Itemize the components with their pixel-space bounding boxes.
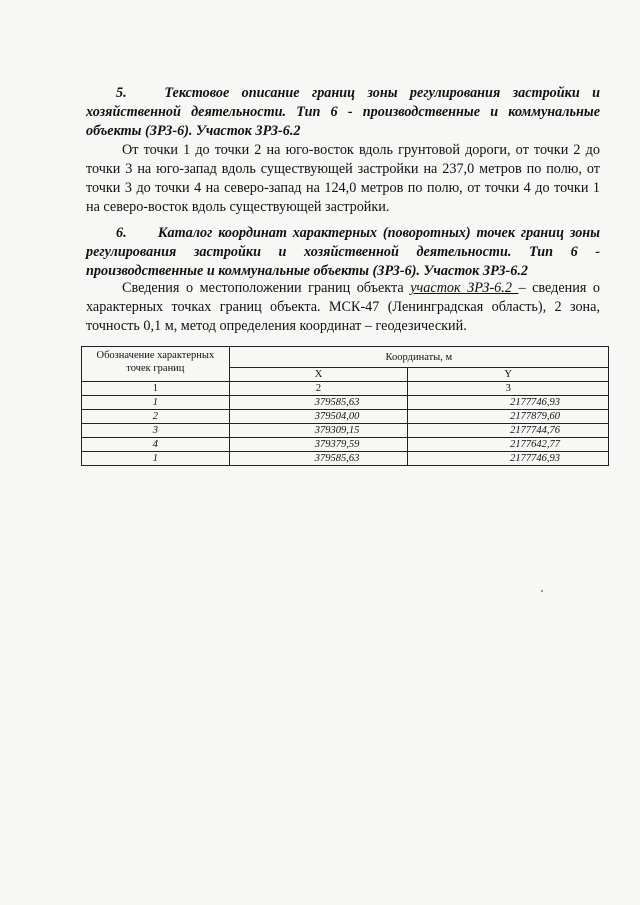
section-6-number: 6. <box>116 225 127 241</box>
x-value: 379379,59 <box>229 438 408 452</box>
x-header: X <box>229 368 408 382</box>
section-5-heading <box>86 84 600 141</box>
table-row <box>82 424 609 438</box>
section-5-title: Текстовое описание границ зоны регулирования застройки и хозяйственной деятельности. Тип 6 - производственные и коммунальные объекты (ЗРЗ-6). Участок ЗРЗ-6.2 <box>86 85 600 139</box>
x-value: 379585,63 <box>229 452 408 466</box>
table-row <box>82 410 609 424</box>
coordinates-table <box>81 346 609 466</box>
y-value: 2177879,60 <box>408 410 609 424</box>
y-value: 2177746,93 <box>408 452 609 466</box>
point-number: 2 <box>82 410 230 424</box>
y-value: 2177744,76 <box>408 424 609 438</box>
x-value: 379309,15 <box>229 424 408 438</box>
section-6-body-end: – сведения о характерных точках границ объекта. МСК-47 (Ленинградская область), 2 зона, точность 0,1 м, метод определения координат – геодезический. <box>86 280 600 334</box>
point-designation-header: Обозначение характерных точек границ <box>82 347 230 382</box>
column-index-row <box>82 382 609 396</box>
point-number: 4 <box>82 438 230 452</box>
x-value: 379504,00 <box>229 410 408 424</box>
section-6-title: Каталог координат характерных (поворотных) точек границ зоны регулирования застройки и хозяйственной деятельности. Тип 6 - производственные и коммунальные объекты (ЗРЗ-6). Участок ЗРЗ-6.2 <box>86 225 601 279</box>
point-number: 1 <box>82 396 230 410</box>
section-6-heading <box>86 224 600 281</box>
y-value: 2177746,93 <box>408 396 609 410</box>
column-index: 2 <box>229 382 408 396</box>
section-6-body <box>86 279 600 336</box>
column-index: 1 <box>82 382 230 396</box>
y-value: 2177642,77 <box>408 438 609 452</box>
section-6-body-start: Сведения о местоположении границ объекта <box>122 280 411 296</box>
coordinates-header: Координаты, м <box>229 347 608 368</box>
table-row <box>82 438 609 452</box>
point-number: 1 <box>82 452 230 466</box>
y-header: Y <box>408 368 609 382</box>
section-5-body: От точки 1 до точки 2 на юго-восток вдоль грунтовой дороги, от точки 2 до точки 3 на юго-запад вдоль существующей застройки на 237,0 метров по полю, от точки 3 до точки 4 на северо-запад на 124,0 метров по полю, от точки 4 до точки 1 на северо-восток вдоль существующей застройки. <box>86 142 600 215</box>
table-row <box>82 452 609 466</box>
table-row <box>82 396 609 410</box>
x-value: 379585,63 <box>229 396 408 410</box>
point-number: 3 <box>82 424 230 438</box>
object-name: участок ЗРЗ-6.2 <box>410 280 519 296</box>
section-5-number: 5. <box>116 85 127 101</box>
column-index: 3 <box>408 382 609 396</box>
scan-speck <box>541 590 543 592</box>
